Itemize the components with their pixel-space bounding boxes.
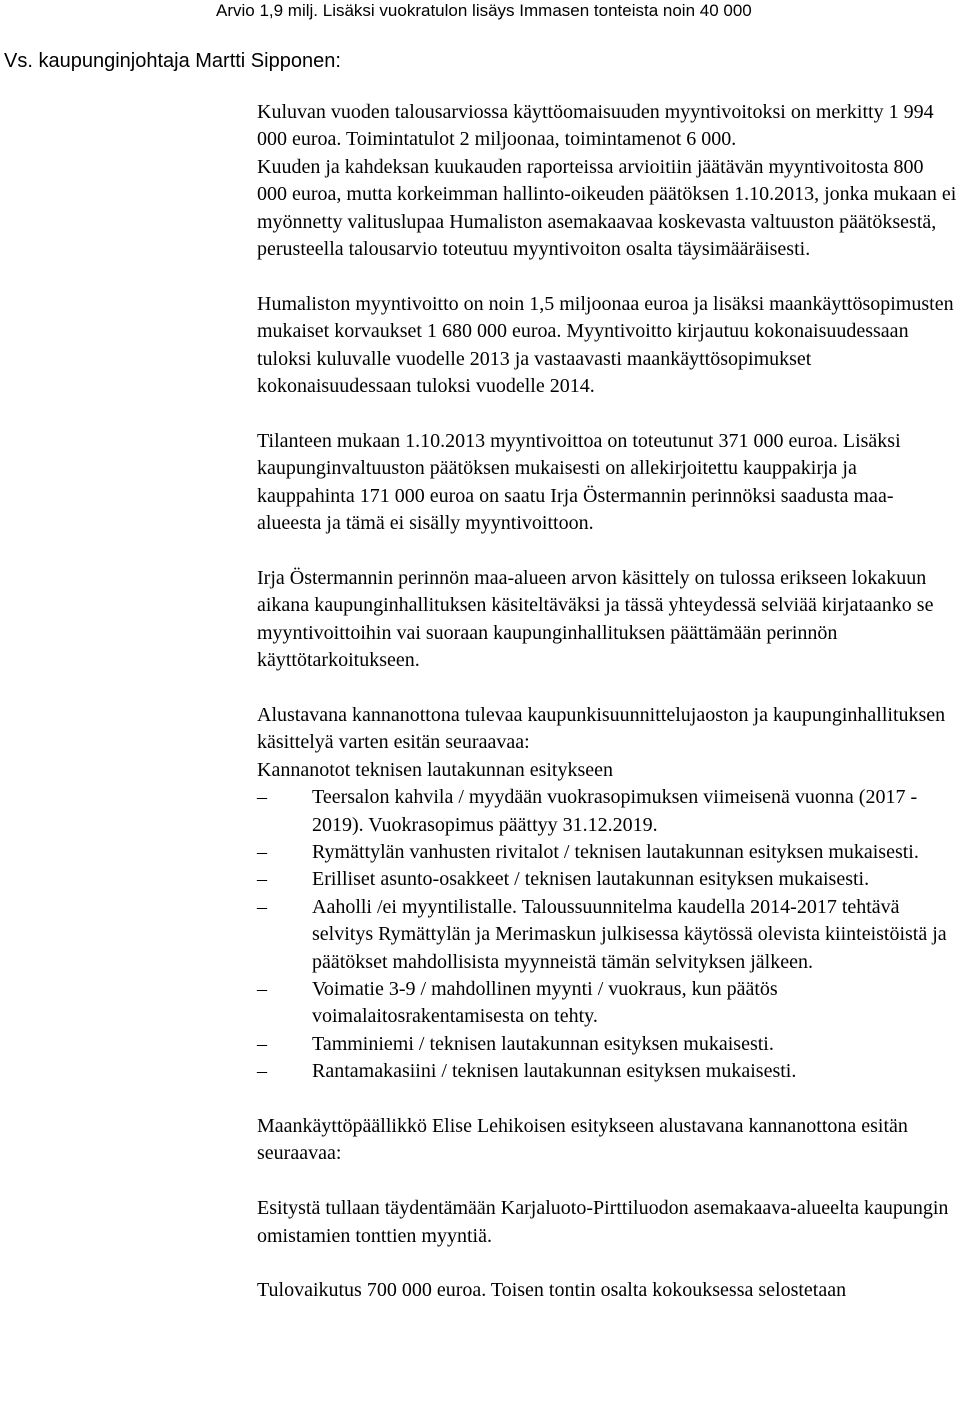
paragraph-ostermann: Irja Östermannin perinnön maa-alueen arvon käsittely on tulossa erikseen lokakuun aikana kaupunginhallituksen käsiteltäväksi ja tässä yhteydessä selviää kirjataanko se myyntivoittoihin vai suoraan kaupunginhallituksen päättämään perinnön käyttötarkoitukseen. — [257, 566, 934, 672]
list-item-text: Tamminiemi / teknisen lautakunnan esityksen mukaisesti. — [312, 1032, 774, 1055]
dash-bullet: – — [257, 977, 267, 1000]
speaker-heading: Vs. kaupunginjohtaja Martti Sipponen: — [4, 50, 341, 72]
paragraph-budget: Kuluvan vuoden talousarviossa käyttöomaisuuden myyntivoitoksi on merkitty 1 994 000 euroa. Toimintatulot 2 miljoonaa, toimintamenot 6 000. — [257, 101, 934, 151]
list-item — [257, 1031, 957, 1058]
dash-bullet: – — [257, 786, 267, 809]
header-note: Arvio 1,9 milj. Lisäksi vuokratulon lisäys Immasen tonteista noin 40 000 — [216, 1, 752, 20]
list-item — [257, 839, 957, 866]
list-item — [257, 1058, 957, 1085]
paragraph-reports: Kuuden ja kahdeksan kuukauden raporteissa arvioitiin jäätävän myyntivoitosta 800 000 euroa, mutta korkeimman hallinto-oikeuden päätöksen 1.10.2013, jonka mukaan ei myönnetty valituslupaa Humaliston asemakaavaa koskevasta valtuuston päätöksestä, perusteella talousarvio toteutuu myyntivoiton osalta täysimääräisesti. — [257, 155, 957, 261]
dash-bullet: – — [257, 1032, 267, 1055]
list-item — [257, 894, 957, 976]
proposals-list — [257, 784, 957, 1085]
list-item-text: Erilliset asunto-osakkeet / teknisen lautakunnan esityksen mukaisesti. — [312, 868, 870, 891]
list-item-text: Aaholli /ei myyntilistalle. Taloussuunnitelma kaudella 2014-2017 tehtävä selvitys Rymättylän ja Merimaskun julkisessa käytössä olevista kiinteistöistä ja päätökset mahdollisista myynneistä tämän selvityksen jälkeen. — [312, 895, 947, 973]
list-item-text: Rymättylän vanhusten rivitalot / teknisen lautakunnan esityksen mukaisesti. — [312, 840, 919, 863]
list-item-text: Voimatie 3-9 / mahdollinen myynti / vuokraus, kun päätös voimalaitosrakentamisesta on tehty. — [312, 977, 778, 1028]
paragraph-preliminary: Alustavana kannanottona tulevaa kaupunkisuunnittelujaoston ja kaupunginhallituksen käsittelyä varten esitän seuraavaa: — [257, 703, 946, 754]
paragraph-situation: Tilanteen mukaan 1.10.2013 myyntivoittoa on toteutunut 371 000 euroa. Lisäksi kaupunginvaltuuston päätöksen mukaisesti on allekirjoitettu kauppakirja ja kauppahinta 171 000 euroa on saatu Irja Östermannin perinnöksi saadusta maa-alueesta ja tämä ei sisälly myyntivoittoon. — [257, 429, 901, 535]
list-item-text: Teersalon kahvila / myydään vuokrasopimuksen viimeisenä vuonna (2017 - 2019). Vuokrasopimus päättyy 31.12.2019. — [312, 786, 918, 836]
list-item — [257, 976, 957, 1031]
list-item-text: Rantamakasiini / teknisen lautakunnan esityksen mukaisesti. — [312, 1060, 797, 1083]
paragraph-humalisto: Humaliston myyntivoitto on noin 1,5 miljoonaa euroa ja lisäksi maankäyttösopimusten mukaiset korvaukset 1 680 000 euroa. Myyntivoitto kirjautuu kokonaisuudessaan tuloksi kuluvalle vuodelle 2013 ja vastaavasti maankäyttösopimukset kokonaisuudessaan tuloksi vuodelle 2014. — [257, 292, 954, 398]
list-heading: Kannanotot teknisen lautakunnan esitykseen — [257, 758, 614, 781]
paragraph-land-use: Maankäyttöpäällikkö Elise Lehikoisen esitykseen alustavana kannanottona esitän seuraavaa: — [257, 1114, 908, 1165]
list-item — [257, 866, 957, 893]
dash-bullet: – — [257, 1060, 267, 1083]
list-item — [257, 784, 957, 839]
dash-bullet: – — [257, 840, 267, 863]
document-body — [257, 99, 957, 1305]
dash-bullet: – — [257, 895, 267, 918]
dash-bullet: – — [257, 868, 267, 891]
paragraph-revenue: Tulovaikutus 700 000 euroa. Toisen tontin osalta kokouksessa selostetaan — [257, 1279, 847, 1302]
paragraph-supplement: Esitystä tullaan täydentämään Karjaluoto-Pirttiluodon asemakaava-alueelta kaupungin omistamien tonttien myyntiä. — [257, 1197, 949, 1247]
